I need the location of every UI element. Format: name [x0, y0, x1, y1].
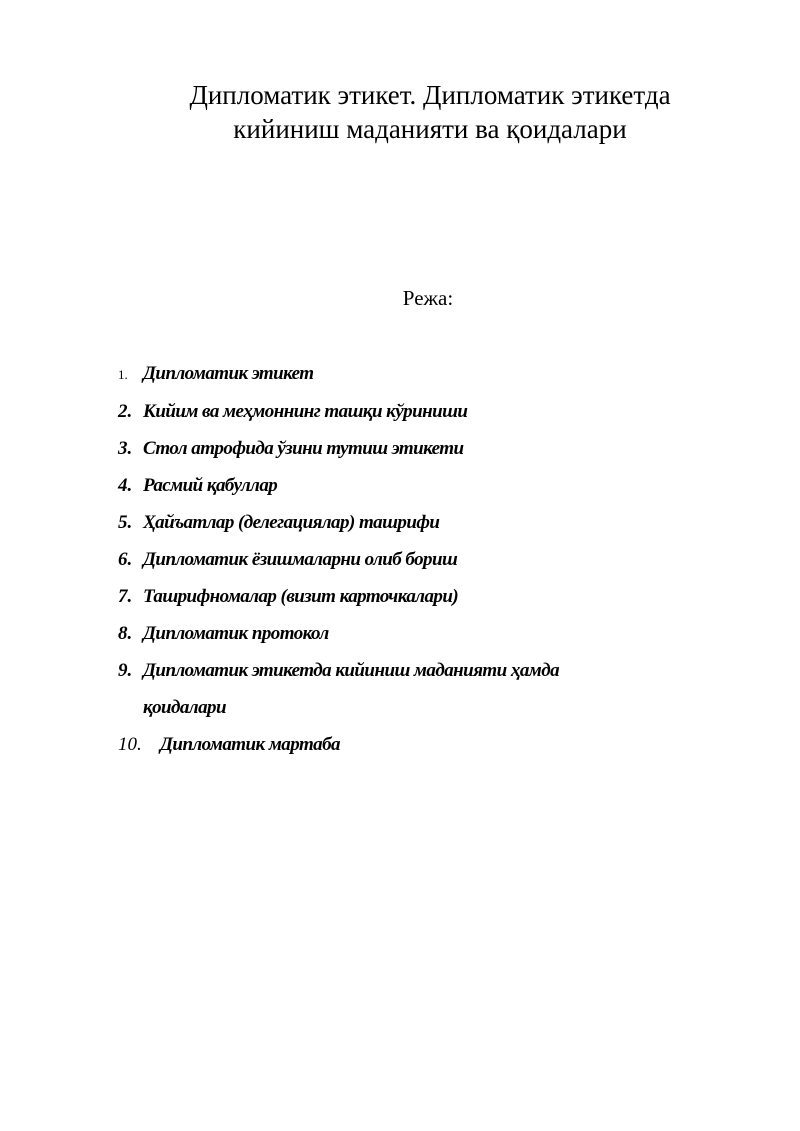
list-item-text: Дипломатик ёзишмаларни олиб бориш	[143, 549, 458, 570]
list-item-text: Стол атрофида ўзини тутиш этикети	[143, 438, 464, 459]
list-item-number: 10.	[118, 734, 142, 755]
list-item	[118, 578, 758, 615]
list-item-number: 2.	[118, 401, 133, 422]
document-title	[130, 78, 730, 146]
list-item-continuation: қоидалари	[143, 697, 226, 718]
list-item-text: Дипломатик мартаба	[160, 734, 341, 755]
list-item-text: Дипломатик протокол	[143, 623, 329, 644]
list-item-text: Дипломатик этикетда кийиниш маданияти ҳамда	[143, 660, 560, 681]
list-item-number: 5.	[118, 512, 133, 533]
list-item	[118, 541, 758, 578]
list-item-number: 9.	[118, 660, 133, 681]
list-item	[118, 467, 758, 504]
plan-heading: Режа:	[402, 286, 454, 310]
list-item-text: Расмий қабуллар	[143, 475, 278, 496]
list-item	[118, 652, 758, 726]
list-item	[118, 504, 758, 541]
list-item	[118, 615, 758, 652]
list-item	[118, 393, 758, 430]
list-item-number: 7.	[118, 586, 133, 607]
list-item	[118, 430, 758, 467]
list-item-text: Дипломатик этикет	[143, 363, 314, 384]
title-line-2: кийиниш маданияти ва қоидалари	[233, 114, 627, 144]
title-line-1: Дипломатик этикет. Дипломатик этикетда	[189, 80, 671, 110]
list-item	[118, 355, 758, 393]
plan-list	[118, 355, 758, 763]
list-item-text: Ҳайъатлар (делегациялар) ташрифи	[143, 512, 440, 533]
list-item-number: 1.	[118, 367, 128, 382]
list-item-number: 4.	[118, 475, 133, 496]
list-item-text: Кийим ва меҳмоннинг ташқи кўриниши	[143, 401, 468, 422]
list-item-number: 3.	[118, 438, 133, 459]
list-item-number: 6.	[118, 549, 133, 570]
list-item	[118, 726, 758, 763]
list-item-number: 8.	[118, 623, 133, 644]
list-item-text: Ташрифномалар (визит карточкалари)	[143, 586, 459, 607]
